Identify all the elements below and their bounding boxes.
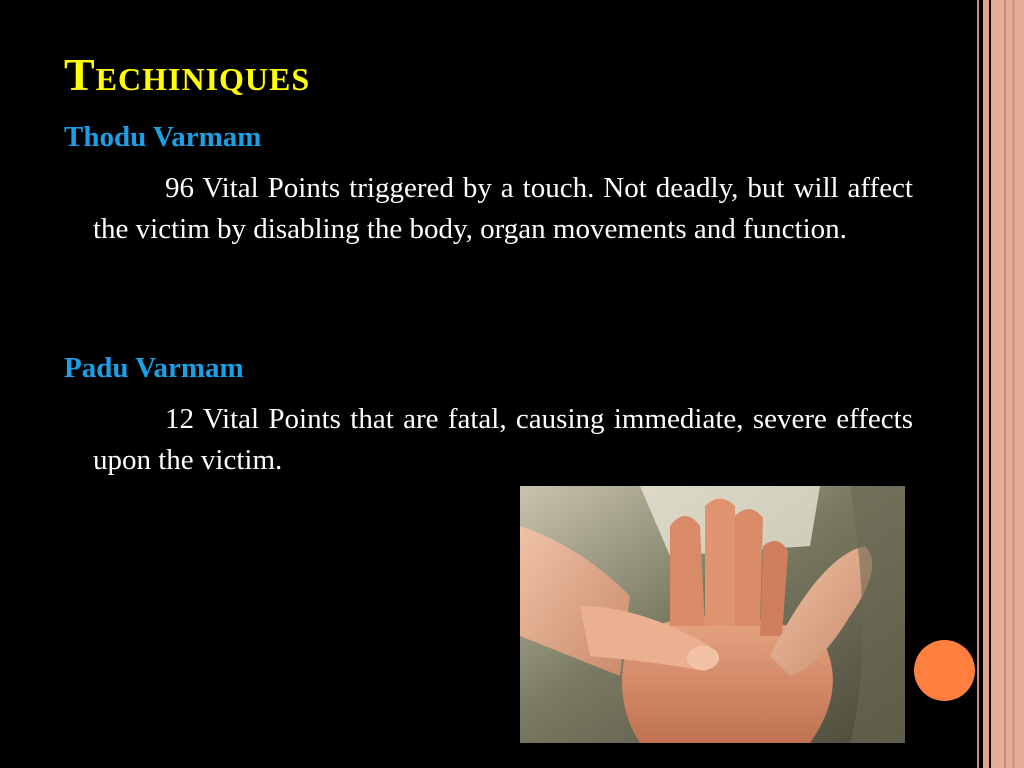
border-stripe xyxy=(1004,0,1006,768)
section-text-thodu: 96 Vital Points triggered by a touch. Not deadly, but will affect the victim by disabling the body, organ movements and function. xyxy=(93,172,913,245)
hands-illustration xyxy=(520,486,905,743)
slide-title: Techiniques xyxy=(64,49,311,100)
section-text-padu: 12 Vital Points that are fatal, causing immediate, severe effects upon the victim. xyxy=(93,403,913,476)
section-heading-padu: Padu Varmam xyxy=(64,352,244,384)
border-stripe xyxy=(991,0,1024,768)
decorative-dot xyxy=(914,640,975,701)
section-heading-thodu: Thodu Varmam xyxy=(64,121,262,153)
border-stripe xyxy=(1012,0,1015,768)
hands-photo xyxy=(520,486,905,743)
